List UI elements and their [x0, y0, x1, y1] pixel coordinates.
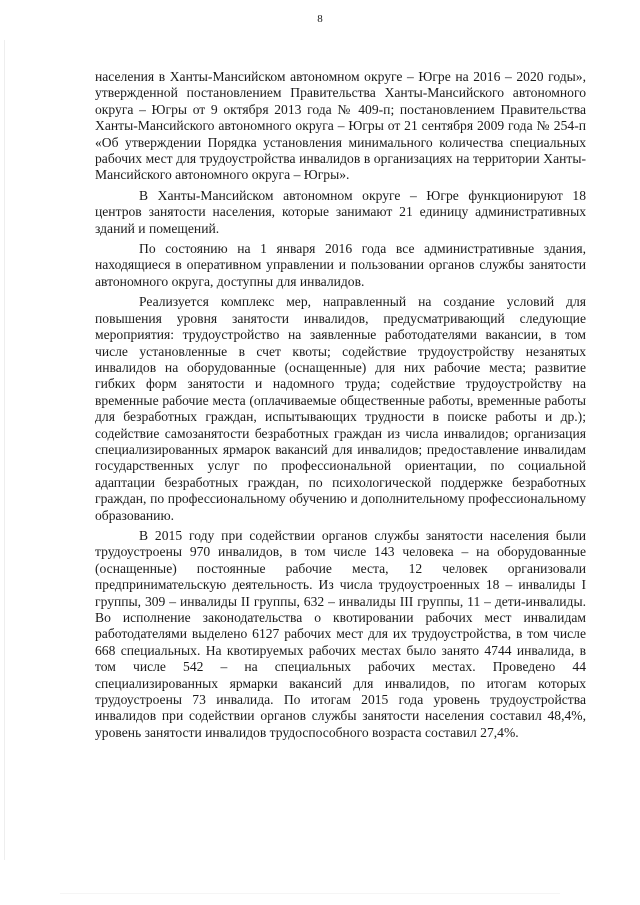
paragraph-employment-centers: В Ханты-Мансийском автономном округе – Югре функционируют 18 центров занятости населения, которые занимают 21 единицу административных зданий и помещений. — [95, 187, 586, 236]
scan-edge-mark — [4, 40, 5, 860]
paragraph-legal-references: населения в Ханты-Мансийском автономном округе – Югре на 2016 – 2020 годы», утвержденной постановлением Правительства Ханты-Мансийского автономного округа – Югры от 9 октября 2013 года № 409-п; постановлением Правительства Ханты-Мансийского автономного округа – Югры от 21 сентября 2009 года № 254-п «Об утверждении Порядка установления минимального количества специальных рабочих мест для трудоустройства инвалидов в организациях на территории Ханты-Мансийского автономного округа – Югры». — [95, 69, 586, 183]
page-number: 8 — [317, 13, 323, 25]
paragraph-employment-measures: Реализуется комплекс мер, направленный на создание условий для повышения уровня занятости инвалидов, предусматривающий следующие мероприятия: трудоустройство на заявленные работодателями вакансии, в том числе установленные в счет квоты; содействие трудоустройству незанятых инвалидов на оборудованные (оснащенные) для них рабочие места; развитие гибких форм занятости и надомного труда; содействие трудоустройству на временные рабочие места (оплачиваемые общественные работы, временные работы для безработных граждан, испытывающих трудности в поиске работы и др.); содействие самозанятости безработных граждан из числа инвалидов; организация специализированных ярмарок вакансий для инвалидов; предоставление инвалидам государственных услуг по профессиональной ориентации, по социальной адаптации безработных граждан, по психологической поддержке безработных граждан, по профессиональному обучению и дополнительному профессиональному образованию. — [95, 294, 586, 523]
paragraph-2015-results: В 2015 году при содействии органов службы занятости населения были трудоустроены 970 инвалидов, в том числе 143 человека – на оборудованные (оснащенные) постоянные рабочие места, 12 человек организовали предпринимательскую деятельность. Из числа трудоустроенных 18 – инвалиды I группы, 309 – инвалиды II группы, 632 – инвалиды III группы, 11 – дети-инвалиды. Во исполнение законодательства о квотировании рабочих мест инвалидам работодателями выделено 6127 рабочих мест для их трудоустройства, в том числе 668 специальных. На квотируемых рабочих местах было занято 4744 инвалида, в том числе 542 – на специальных рабочих местах. Проведено 44 специализированных ярмарки вакансий для инвалидов, по итогам которых трудоустроены 73 инвалида. По итогам 2015 года уровень трудоустройства инвалидов при содействии органов службы занятости населения составил 48,4%, уровень занятости инвалидов трудоспособного возраста составил 27,4%. — [95, 527, 586, 740]
paragraph-building-accessibility: По состоянию на 1 января 2016 года все административные здания, находящиеся в оперативном управлении и пользовании органов службы занятости автономного округа, доступны для инвалидов. — [95, 241, 586, 289]
scan-bottom-mark — [60, 893, 560, 894]
body-text — [95, 69, 586, 741]
